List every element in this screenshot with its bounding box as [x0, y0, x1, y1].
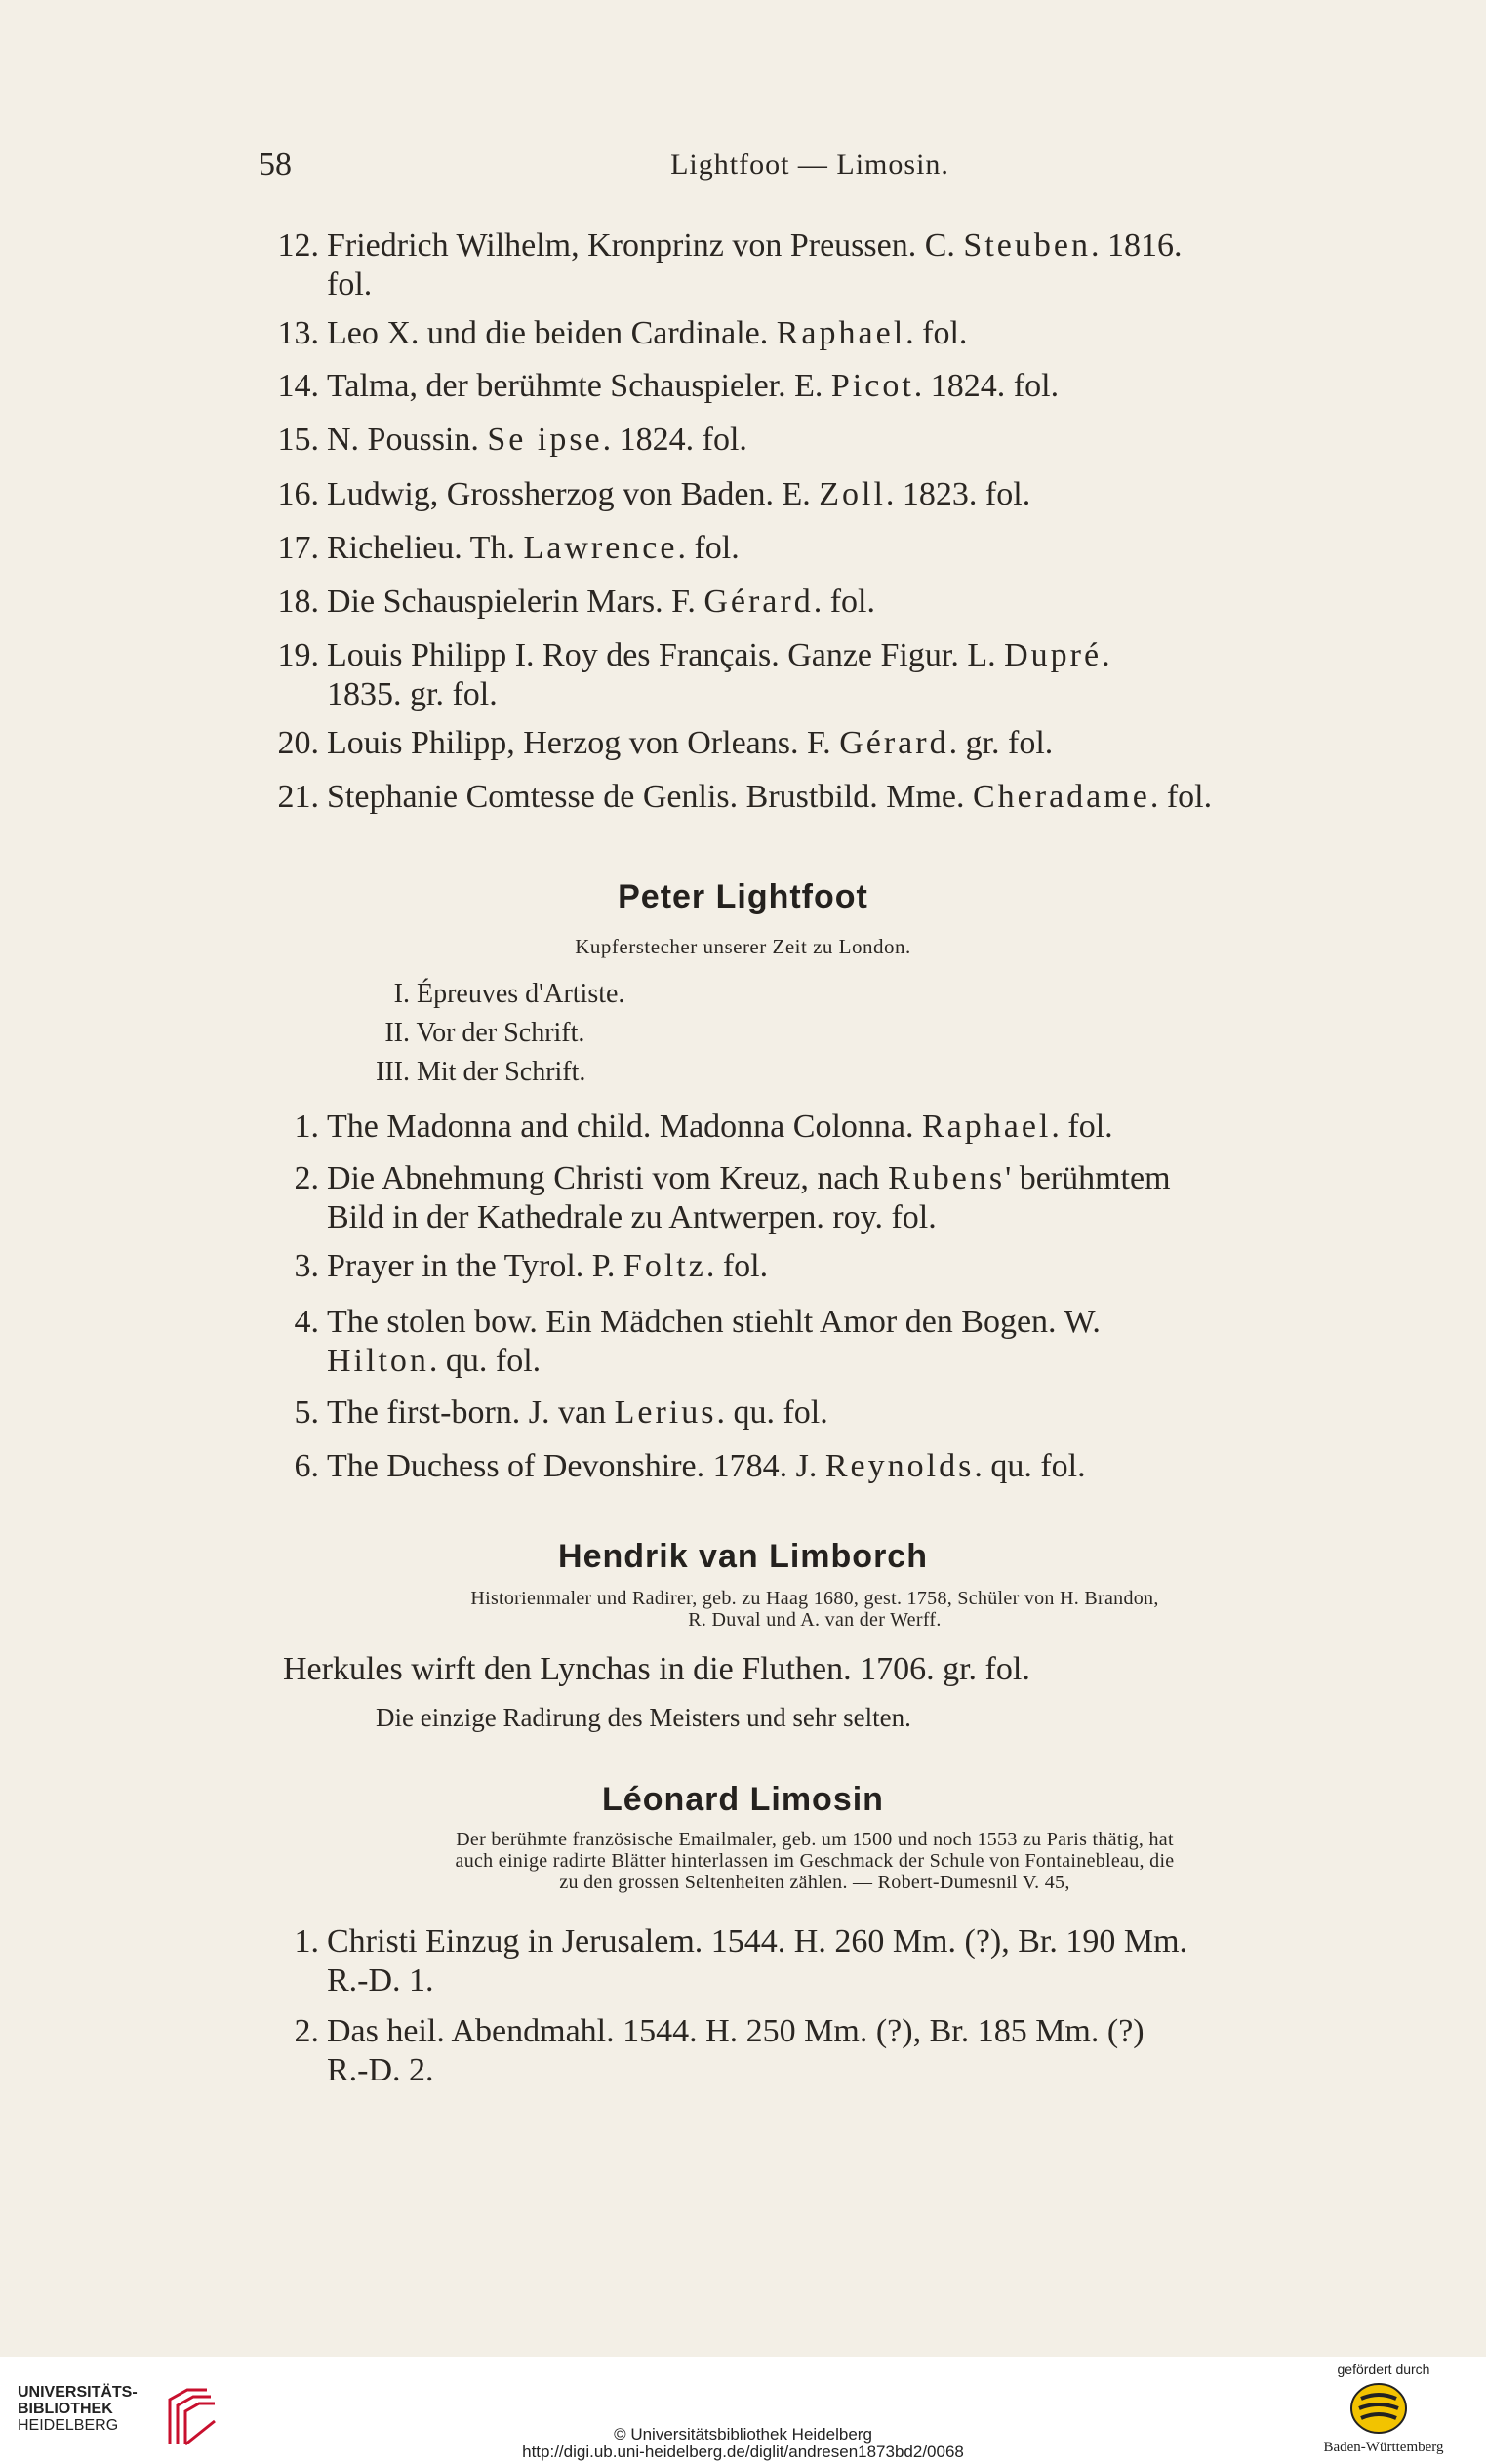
funder-label: Baden-Württemberg [1323, 2440, 1444, 2455]
section-heading: Peter Lightfoot [618, 878, 868, 915]
scanned-page: 58 Lightfoot — Limosin. 12. Friedrich Wilhelm, Kronprinz von Preussen. C. Steuben. 1816. fol. 13. Leo X. und die beiden Cardinale. Raphael. fol. 14. Talma, der berühmte Schauspieler. E. Picot. 1824. fol. 15. N. Poussin. Se ipse. 1824. fol. 16. Ludwig, Grossherzog von Baden. E. Zoll. 1823. fol. 17. Richelieu. Th. Lawrence. fol. 18. Die Schauspielerin Mars. F. Gérard. fol. 19. Louis Philipp I. Roy des Français. Ganze Figur. L. Dupré. 1835. gr. fol. 20. Louis Philipp, Herzog von Orleans. F. Gérard. gr. fol. 21. Stephanie Comtesse de Genlis. Brustbild. Mme. Cheradame. fol. Peter Lightfoot Kupferstecher unserer Zeit zu London. I. Épreuves d'Artiste. II. Vor der Schrift. III. Mit der Schrift. 1. The Madonna and child. Madonna Colonna. Raphael. fol. 2. Die Abnehmung Christi vom Kreuz, nach Rubens' berühmtem Bild in der Kathedrale zu Antwerpen. roy. fol. 3. Prayer in the Tyrol. P. Foltz. fol. 4. The stolen bow. Ein Mädchen stiehlt Amor den Bogen. W. Hilton. qu. fol. 5. The first-born. J. van Lerius. qu. fol. 6. The Duchess of Devonshire. 1784. J. Reynolds. qu. fol. Hendrik van Limborch Historienmaler und Radirer, geb. zu Haag 1680, gest. 1758, Schüler von H. Brandon, R. Duval und A. van der Werff. Herkules wirft den Lynchas in die Fluthen. 1706. gr. fol. Die einzige Radirung des Meisters und sehr selten. Léonard Limosin Der berühmte französische Emailmaler, geb. um 1500 und noch 1553 zu Paris thätig, hat auch einige radirte Blätter hinterlassen im Geschmack der Schule von Fontainebleau, die zu den grossen Seltenheiten zählen. — Robert-Dumesnil V. 45, 1. Christi Einzug in Jerusalem. 1544. H. 260 Mm. (?), Br. 190 Mm. R.-D. 1. 2. Das heil. Abendmahl. 1544. H. 250 Mm. (?), Br. 185 Mm. (?) R.-D. 2. UNIVERSITÄTS- BIBLIOTHEK HEIDELBERG © Universitätsbibliothek Heidelberg http://digi.ub.uni-heidelberg.de/diglit/andresen1873bd2/0068 gefördert durch Baden-Württemberg [0, 0, 1486, 2464]
state-item: III. Mit der Schrift. [376, 1057, 586, 1087]
state-item: II. Vor der Schrift. [384, 1018, 585, 1048]
coat-of-arms-icon [1349, 2381, 1408, 2436]
permalink[interactable]: http://digi.ub.uni-heidelberg.de/diglit/andresen1873bd2/0068 [522, 2443, 964, 2461]
work-title: Herkules wirft den Lynchas in die Fluthen. 1706. gr. fol. [283, 1651, 1030, 1687]
page-number: 58 [259, 146, 292, 182]
copyright-notice: © Universitätsbibliothek Heidelberg [614, 2425, 872, 2444]
section-heading: Léonard Limosin [602, 1781, 884, 1818]
section-description: Der berühmte französische Emailmaler, geb. um 1500 und noch 1553 zu Paris thätig, hat auch einige radirte Blätter hinterlassen im Geschmack der Schule von Fontainebleau, die zu den grossen Seltenheiten zählen. — Robert-Dumesnil V. 45, [455, 1829, 1175, 1893]
state-item: I. Épreuves d'Artiste. [393, 979, 625, 1009]
work-note: Die einzige Radirung des Meisters und sehr selten. [376, 1703, 911, 1732]
running-head: Lightfoot — Limosin. [670, 148, 949, 181]
section-heading: Hendrik van Limborch [558, 1538, 928, 1575]
page-header [259, 146, 1361, 195]
logo-text: UNIVERSITÄTS- BIBLIOTHEK HEIDELBERG [18, 2384, 138, 2434]
funded-by-label: gefördert durch [1337, 2362, 1430, 2377]
section-subline: Kupferstecher unserer Zeit zu London. [575, 935, 911, 958]
section-description: Historienmaler und Radirer, geb. zu Haag 1680, gest. 1758, Schüler von H. Brandon, R. Duval und A. van der Werff. [470, 1588, 1159, 1631]
